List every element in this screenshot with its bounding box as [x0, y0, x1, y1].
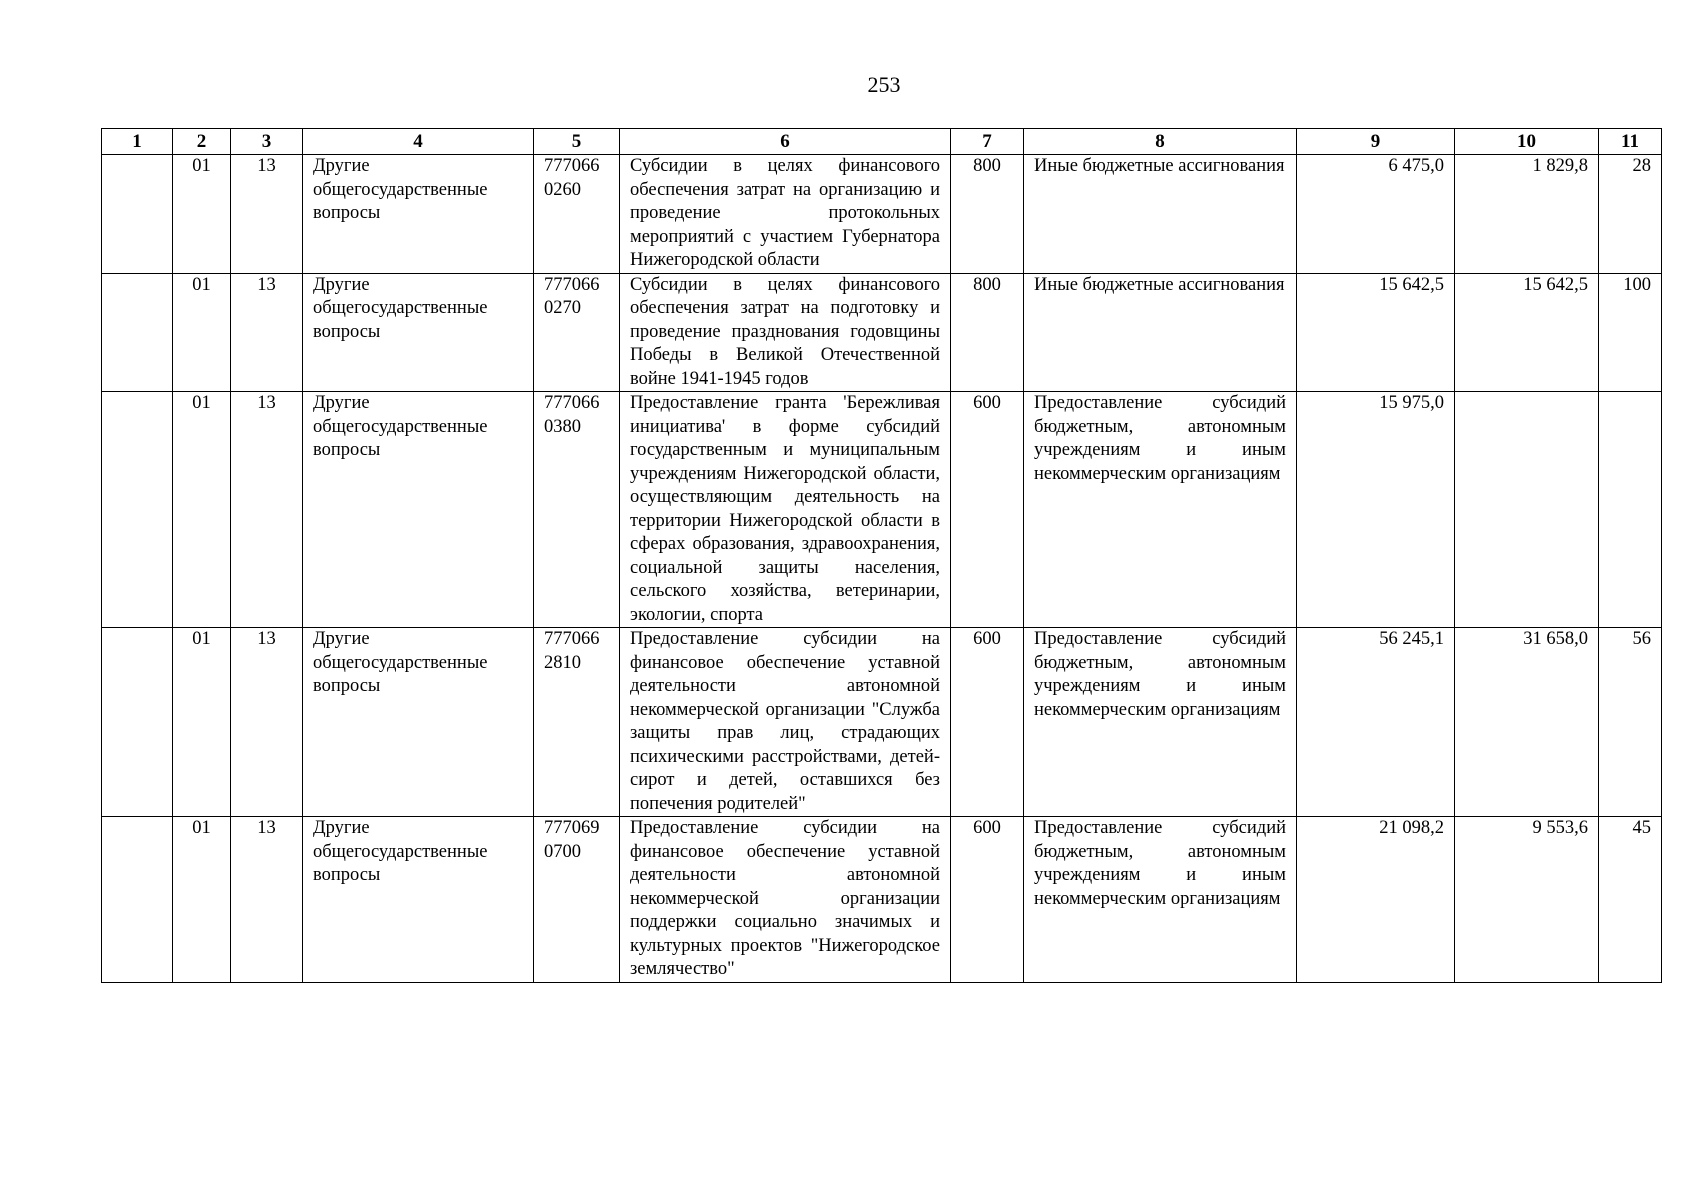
code-line2: 0380 [544, 416, 581, 437]
cell-col1 [102, 817, 173, 983]
cell-code [534, 817, 620, 983]
cell-plan: 21 098,2 [1297, 817, 1455, 983]
code-line1: 777066 [544, 629, 600, 649]
cell-subsection: 13 [231, 628, 303, 817]
code-line1: 777066 [544, 274, 600, 295]
cell-expense-code: 800 [951, 155, 1024, 274]
code-line1: 777066 [544, 156, 600, 176]
page-number: 253 [867, 72, 901, 97]
cell-section: 01 [173, 392, 231, 628]
table-row [102, 392, 1662, 628]
column-header: 1 [102, 129, 173, 155]
cell-percent: 56 [1599, 628, 1662, 817]
cell-name: Другие общегосударственные вопросы [303, 628, 534, 817]
column-header: 6 [620, 129, 951, 155]
cell-subsection: 13 [231, 392, 303, 628]
cell-expense-type: Иные бюджетные ассигнования [1024, 273, 1297, 392]
cell-col1 [102, 628, 173, 817]
column-header: 5 [534, 129, 620, 155]
table-row [102, 155, 1662, 274]
cell-section: 01 [173, 155, 231, 274]
code-line2: 0260 [544, 179, 581, 200]
cell-actual: 15 642,5 [1455, 273, 1599, 392]
cell-actual [1455, 392, 1599, 628]
column-header: 3 [231, 129, 303, 155]
cell-expense-type: Предоставление субсидий бюджетным, автономным учреждениям и иным некоммерческим организациям [1024, 628, 1297, 817]
column-header: 4 [303, 129, 534, 155]
cell-expense-code: 600 [951, 392, 1024, 628]
cell-name: Другие общегосударственные вопросы [303, 817, 534, 983]
code-line1: 777066 [544, 393, 600, 413]
cell-code [534, 392, 620, 628]
cell-description: Предоставление субсидии на финансовое обеспечение уставной деятельности автономной некоммерческой организации "Служба защиты прав лиц, страдающих психическими расстройствами, детей-сирот и детей, оставшихся без попечения родителей" [620, 628, 951, 817]
budget-table [101, 128, 1662, 983]
cell-col1 [102, 273, 173, 392]
cell-subsection: 13 [231, 273, 303, 392]
cell-percent: 100 [1599, 273, 1662, 392]
cell-expense-code: 800 [951, 273, 1024, 392]
cell-plan: 15 975,0 [1297, 392, 1455, 628]
code-line2: 0270 [544, 298, 581, 318]
cell-actual: 9 553,6 [1455, 817, 1599, 983]
cell-description: Предоставление субсидии на финансовое обеспечение уставной деятельности автономной некоммерческой организации поддержки социально значимых и культурных проектов "Нижегородское землячество" [620, 817, 951, 983]
column-header: 8 [1024, 129, 1297, 155]
cell-subsection: 13 [231, 817, 303, 983]
code-line2: 0700 [544, 841, 581, 862]
cell-section: 01 [173, 817, 231, 983]
cell-actual: 31 658,0 [1455, 628, 1599, 817]
cell-expense-type: Предоставление субсидий бюджетным, автономным учреждениям и иным некоммерческим организациям [1024, 817, 1297, 983]
code-line2: 2810 [544, 652, 581, 673]
cell-description: Субсидии в целях финансового обеспечения затрат на подготовку и проведение празднования годовщины Победы в Великой Отечественной войне 1941-1945 годов [620, 273, 951, 392]
cell-plan: 15 642,5 [1297, 273, 1455, 392]
column-header: 11 [1599, 129, 1662, 155]
cell-code [534, 273, 620, 392]
cell-plan: 6 475,0 [1297, 155, 1455, 274]
cell-plan: 56 245,1 [1297, 628, 1455, 817]
cell-actual: 1 829,8 [1455, 155, 1599, 274]
cell-description: Субсидии в целях финансового обеспечения затрат на организацию и проведение протокольных мероприятий с участием Губернатора Нижегородской области [620, 155, 951, 274]
cell-code [534, 155, 620, 274]
cell-section: 01 [173, 273, 231, 392]
cell-subsection: 13 [231, 155, 303, 274]
column-header: 2 [173, 129, 231, 155]
table-row [102, 817, 1662, 983]
cell-percent: 45 [1599, 817, 1662, 983]
table-row [102, 273, 1662, 392]
table-row [102, 628, 1662, 817]
cell-col1 [102, 155, 173, 274]
cell-description: Предоставление гранта 'Бережливая инициатива' в форме субсидий государственным и муниципальным учреждениям Нижегородской области, осуществляющим деятельность на территории Нижегородской области в сферах образования, здравоохранения, социальной защиты населения, сельского хозяйства, ветеринарии, экологии, спорта [620, 392, 951, 628]
cell-percent: 28 [1599, 155, 1662, 274]
code-line1: 777069 [544, 818, 600, 838]
cell-name: Другие общегосударственные вопросы [303, 273, 534, 392]
cell-name: Другие общегосударственные вопросы [303, 155, 534, 274]
cell-col1 [102, 392, 173, 628]
cell-code [534, 628, 620, 817]
header-row [102, 129, 1662, 155]
cell-percent [1599, 392, 1662, 628]
column-header: 10 [1455, 129, 1599, 155]
cell-expense-type: Предоставление субсидий бюджетным, автономным учреждениям и иным некоммерческим организациям [1024, 392, 1297, 628]
column-header: 7 [951, 129, 1024, 155]
cell-expense-code: 600 [951, 628, 1024, 817]
cell-section: 01 [173, 628, 231, 817]
cell-expense-code: 600 [951, 817, 1024, 983]
cell-expense-type: Иные бюджетные ассигнования [1024, 155, 1297, 274]
column-header: 9 [1297, 129, 1455, 155]
cell-name: Другие общегосударственные вопросы [303, 392, 534, 628]
